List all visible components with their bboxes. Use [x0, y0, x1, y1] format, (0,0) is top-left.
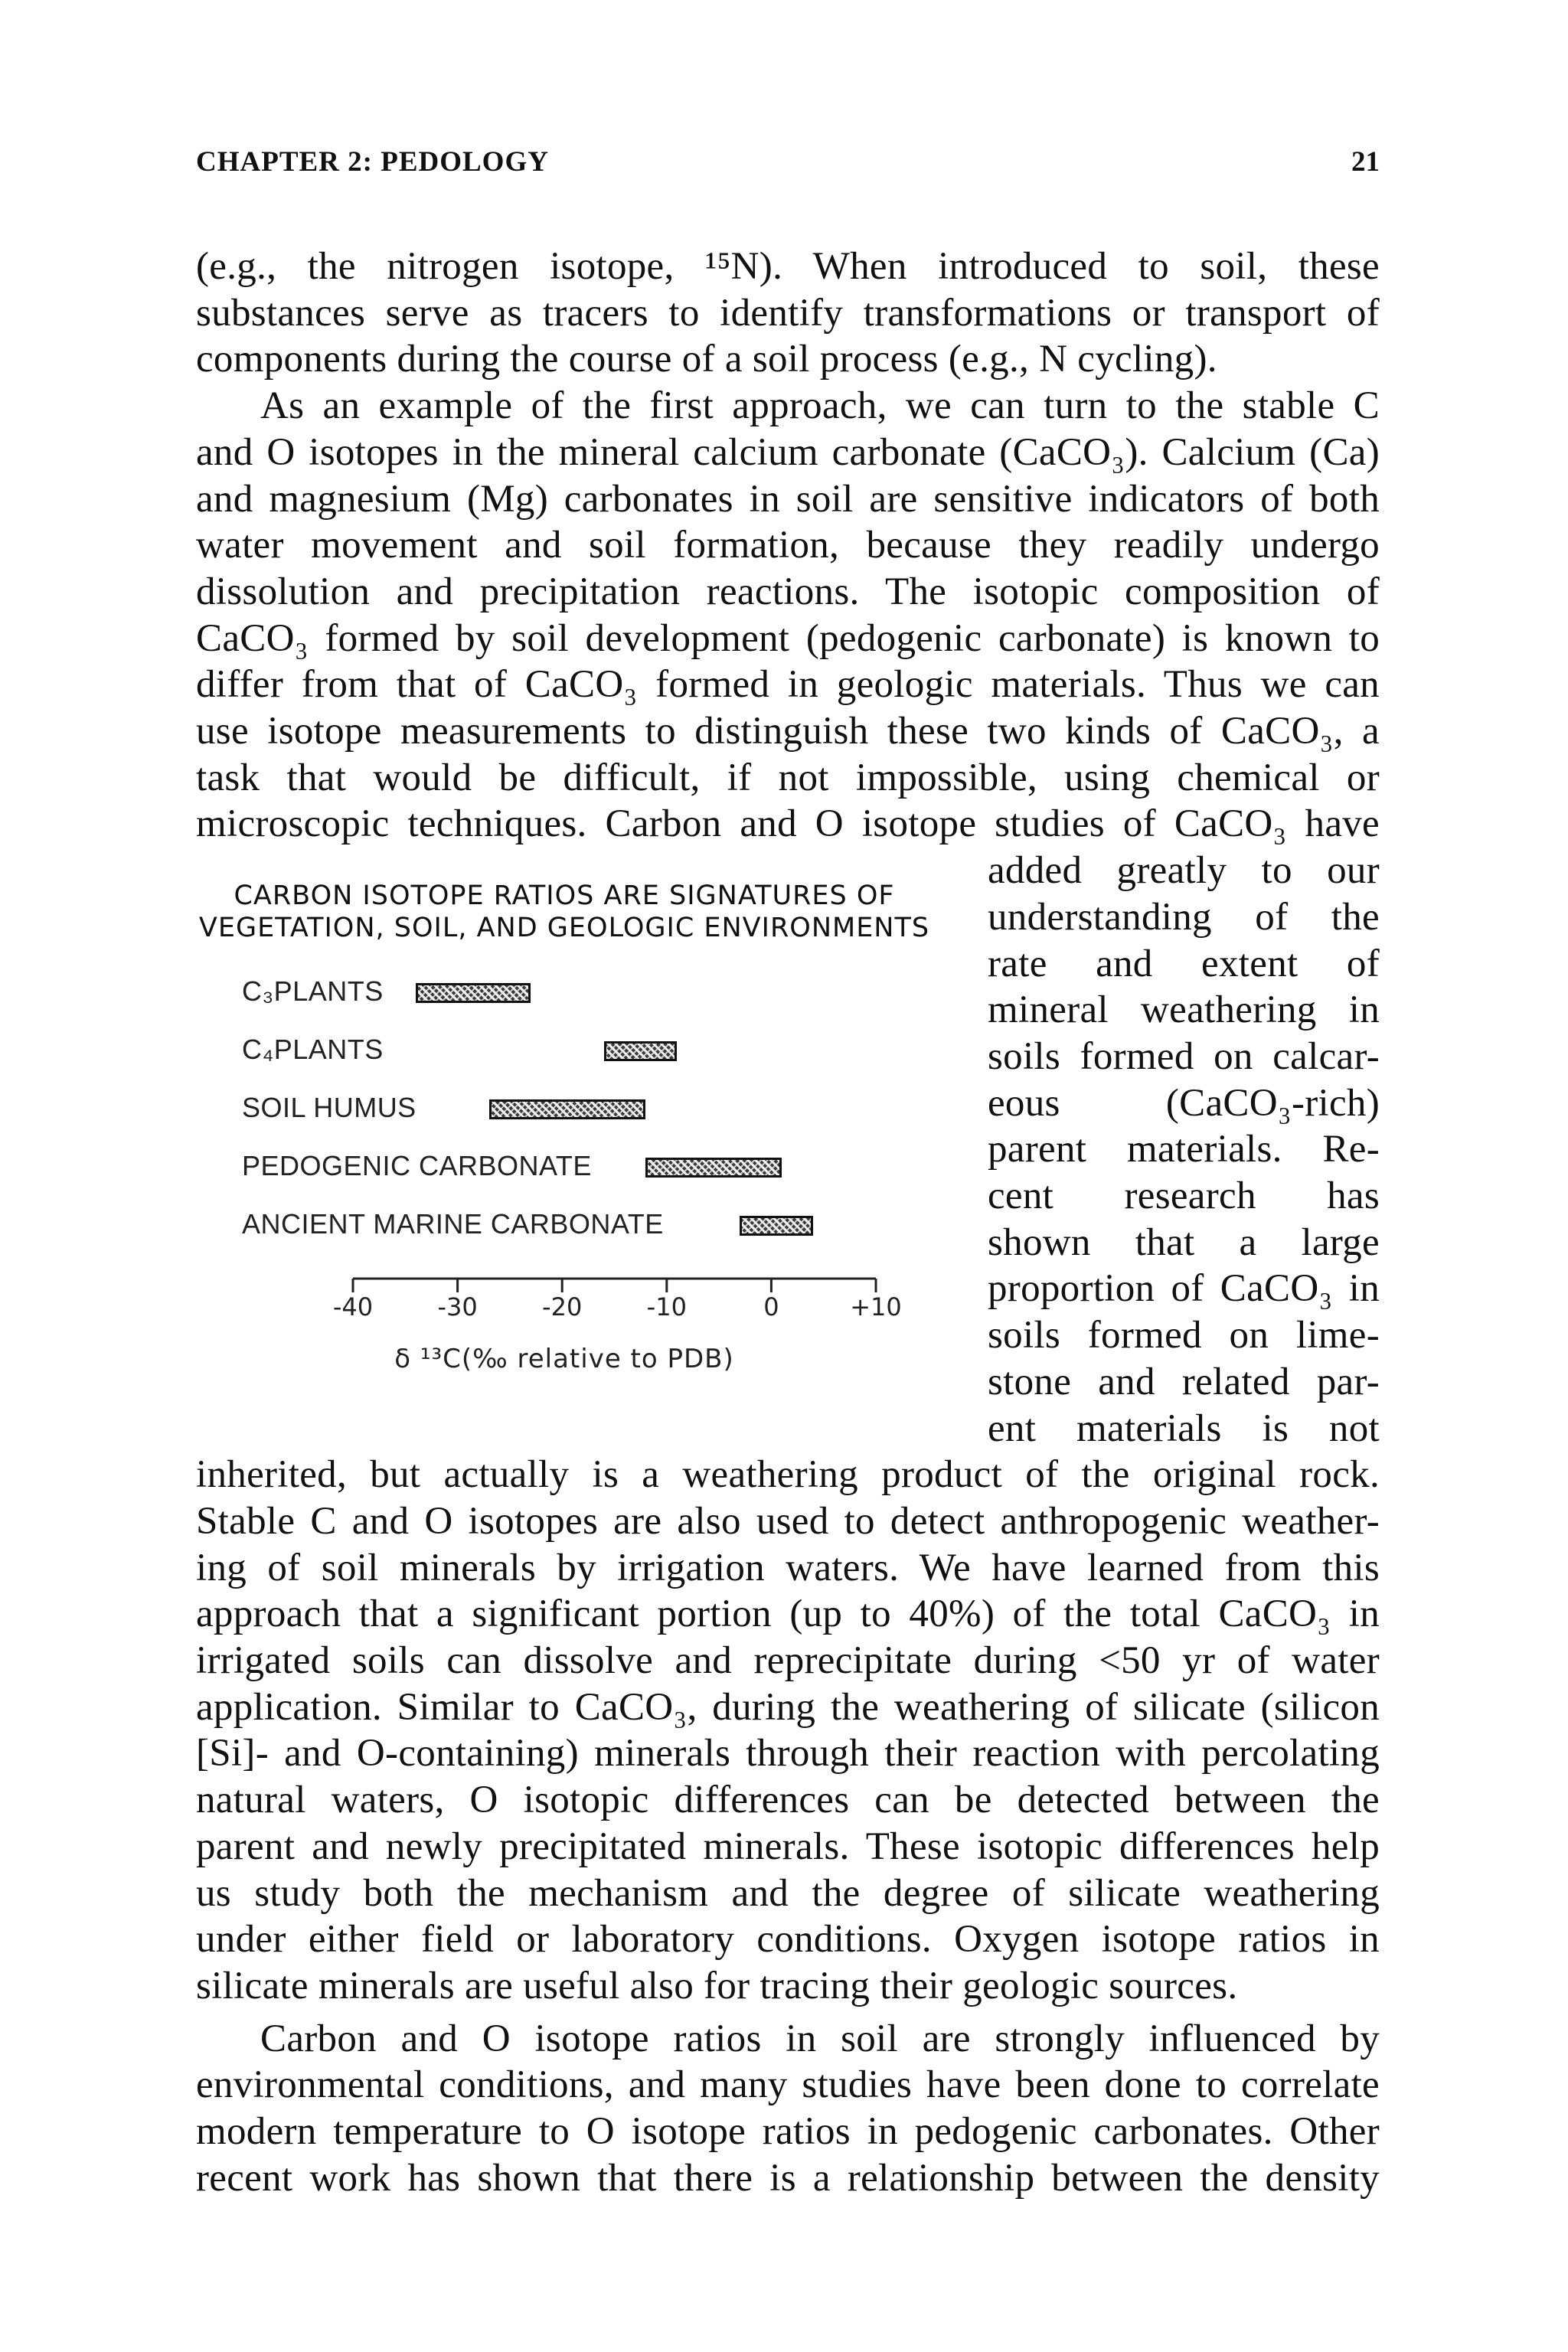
text-line: Carbon and O isotope ratios in soil are strongly influenced by	[260, 2017, 1380, 2060]
text-line: use isotope measurements to distinguish these two kinds of CaCO₃, a	[196, 710, 1380, 753]
wrap-text-line: cent research has	[988, 1174, 1380, 1217]
category-label: PEDOGENIC CARBONATE	[242, 1150, 592, 1181]
text-line: [Si]- and O-containing) minerals through their reaction with percolating	[196, 1732, 1380, 1775]
page-number: 21	[1351, 146, 1380, 178]
text-line: and magnesium (Mg) carbonates in soil are sensitive indicators of both	[196, 477, 1380, 521]
text-line: modern temperature to O isotope ratios in pedogenic carbonates. Other	[196, 2110, 1380, 2153]
figure-title-line-2: VEGETATION, SOIL, AND GEOLOGIC ENVIRONMENTS	[198, 913, 930, 943]
wrap-text-line: shown that a large	[988, 1220, 1380, 1264]
text-line: under either field or laboratory conditions. Oxygen isotope ratios in	[196, 1918, 1380, 1962]
text-line: microscopic techniques. Carbon and O isotope studies of CaCO₃ have	[196, 802, 1380, 846]
wrap-text-line: soils formed on lime-	[988, 1314, 1380, 1357]
wrap-text-line: soils formed on calcar-	[988, 1034, 1380, 1078]
wrap-text-line: added greatly to our	[988, 849, 1380, 893]
isotope-figure	[178, 880, 951, 1416]
text-line: (e.g., the nitrogen isotope, ¹⁵N). When introduced to soil, these	[196, 245, 1380, 288]
wrap-text-line: mineral weathering in	[988, 988, 1380, 1032]
text-line: silicate minerals are useful also for tracing their geologic sources.	[196, 1964, 1238, 2007]
tick-label: -20	[542, 1292, 583, 1321]
wrap-text-line: rate and extent of	[988, 942, 1380, 985]
tick-label: -30	[437, 1292, 478, 1321]
tick-label: -10	[646, 1292, 687, 1321]
text-line: approach that a significant portion (up to 40%) of the total CaCO₃ in	[196, 1592, 1380, 1636]
category-label: C₃PLANTS	[242, 975, 384, 1007]
wrap-text-line: stone and related par-	[988, 1360, 1380, 1403]
tick-label: 0	[763, 1292, 779, 1321]
text-line: ing of soil minerals by irrigation waters. We have learned from this	[196, 1546, 1380, 1589]
wrap-text-line: understanding of the	[988, 895, 1380, 939]
running-head	[196, 145, 1380, 184]
tick-label: -40	[332, 1292, 374, 1321]
text-line: natural waters, O isotopic differences can be detected between the	[196, 1779, 1380, 1822]
text-line: parent and newly precipitated minerals. These isotopic differences help	[196, 1824, 1380, 1868]
running-title: CHAPTER 2: PEDOLOGY	[196, 146, 549, 178]
category-label: ANCIENT MARINE CARBONATE	[242, 1208, 664, 1240]
text-line: Stable C and O isotopes are also used to detect anthropogenic weather-	[196, 1499, 1380, 1543]
text-line: dissolution and precipitation reactions. The isotopic composition of	[196, 570, 1380, 613]
text-line: differ from that of CaCO₃ formed in geologic materials. Thus we can	[196, 663, 1380, 707]
category-label: SOIL HUMUS	[242, 1092, 416, 1123]
figure-title-line-1: CARBON ISOTOPE RATIOS ARE SIGNATURES OF	[234, 880, 895, 911]
text-line: recent work has shown that there is a relationship between the density	[196, 2156, 1380, 2200]
text-line: irrigated soils can dissolve and reprecipitate during <50 yr of water	[196, 1639, 1380, 1682]
wrap-text-line: ent materials is not	[988, 1406, 1380, 1450]
text-line: water movement and soil formation, because they readily undergo	[196, 524, 1380, 567]
wrap-text-line: eous (CaCO₃-rich)	[988, 1081, 1380, 1125]
category-label: C₄PLANTS	[242, 1034, 384, 1065]
text-line: CaCO₃ formed by soil development (pedogenic carbonate) is known to	[196, 616, 1380, 660]
wrap-text-line: parent materials. Re-	[988, 1128, 1380, 1171]
text-line: inherited, but actually is a weathering product of the original rock.	[196, 1453, 1380, 1497]
x-axis	[178, 880, 951, 1416]
text-line: task that would be difficult, if not impossible, using chemical or	[196, 756, 1380, 799]
text-line: substances serve as tracers to identify transformations or transport of	[196, 291, 1380, 335]
text-line: As an example of the first approach, we can turn to the stable C	[260, 384, 1380, 428]
wrap-text-line: proportion of CaCO₃ in	[988, 1267, 1380, 1311]
x-axis-title: δ ¹³C(‰ relative to PDB)	[394, 1344, 734, 1374]
tick-label: +10	[850, 1292, 902, 1321]
text-line: and O isotopes in the mineral calcium carbonate (CaCO₃). Calcium (Ca)	[196, 430, 1380, 474]
text-line: us study both the mechanism and the degree of silicate weathering	[196, 1871, 1380, 1915]
text-line: application. Similar to CaCO₃, during the weathering of silicate (silicon	[196, 1685, 1380, 1729]
text-line: environmental conditions, and many studies have been done to correlate	[196, 2063, 1380, 2107]
text-line: components during the course of a soil process (e.g., N cycling).	[196, 338, 1217, 381]
